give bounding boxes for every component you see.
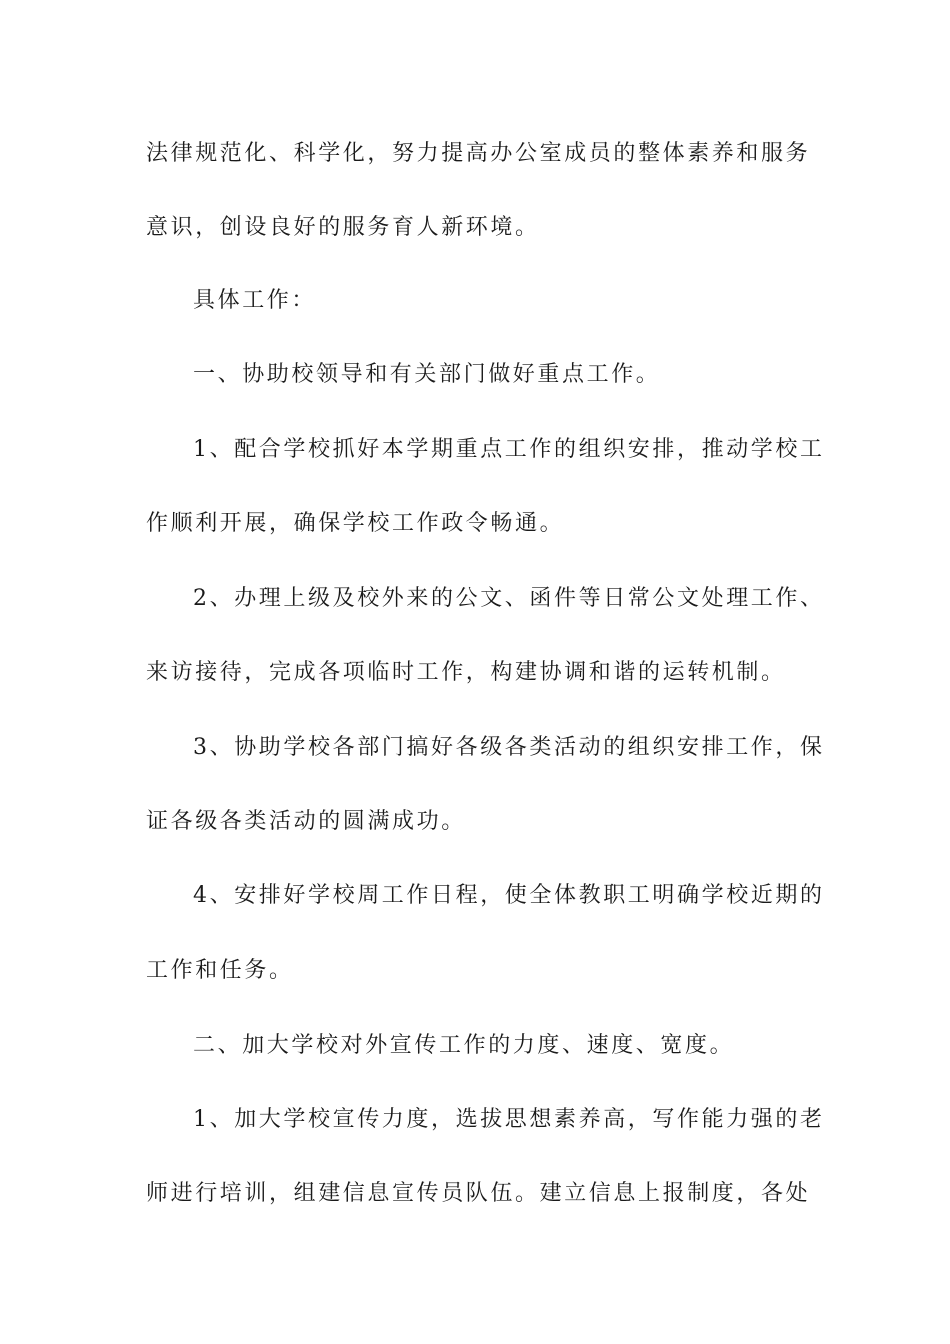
list-item-text: 1、配合学校抓好本学期重点工作的组织安排，推动学校工: [193, 437, 825, 462]
section-heading: 二、加大学校对外宣传工作的力度、速度、宽度。: [193, 1033, 735, 1058]
text-line: 法律规范化、科学化，努力提高办公室成员的整体素养和服务: [146, 141, 811, 166]
list-item-text: 2、办理上级及校外来的公文、函件等日常公文处理工作、: [193, 586, 825, 611]
section-label: 具体工作：: [193, 288, 317, 313]
text-line: 证各级各类活动的圆满成功。: [146, 809, 466, 834]
list-item-text: 1、加大学校宣传力度，选拔思想素养高，写作能力强的老: [193, 1107, 825, 1132]
text-line: 意识，创设良好的服务育人新环境。: [146, 215, 540, 240]
section-heading: 一、协助校领导和有关部门做好重点工作。: [193, 362, 661, 387]
list-item-text: 4、安排好学校周工作日程，使全体教职工明确学校近期的: [193, 883, 825, 908]
text-line: 来访接待，完成各项临时工作，构建协调和谐的运转机制。: [146, 660, 786, 685]
text-line: 作顺利开展，确保学校工作政令畅通。: [146, 511, 565, 536]
list-item-text: 3、协助学校各部门搞好各级各类活动的组织安排工作，保: [193, 735, 825, 760]
text-line: 工作和任务。: [146, 958, 294, 983]
text-line: 师进行培训，组建信息宣传员队伍。建立信息上报制度，各处: [146, 1181, 811, 1206]
